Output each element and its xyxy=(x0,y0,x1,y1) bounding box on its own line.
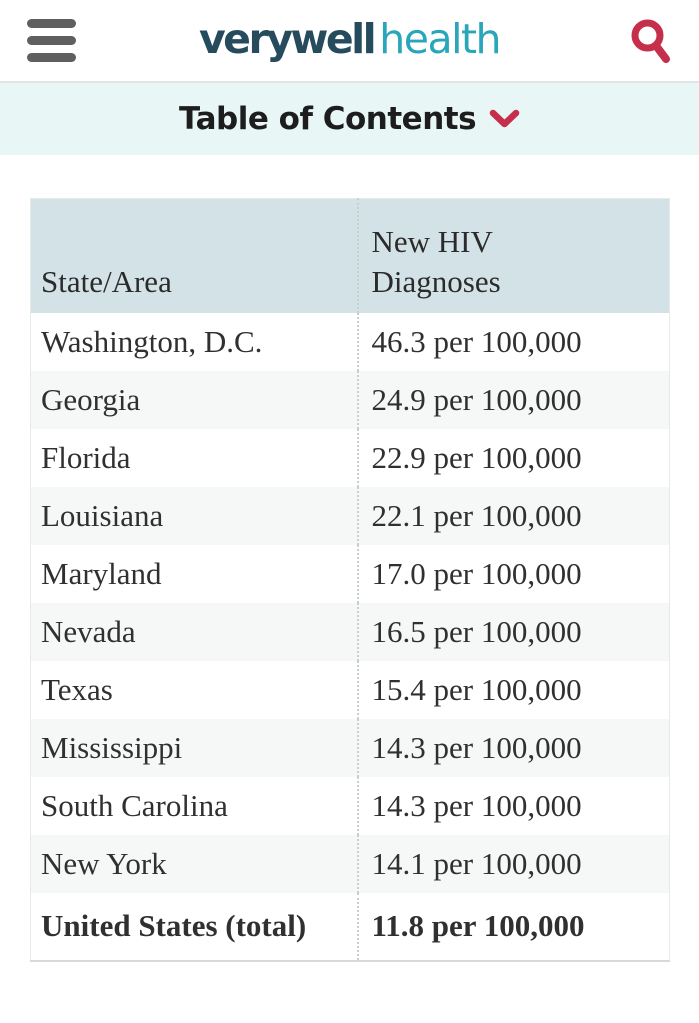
value-cell: 15.4 per 100,000 xyxy=(358,661,670,719)
table-body xyxy=(31,313,670,961)
header-row xyxy=(31,199,670,314)
table-row xyxy=(31,835,670,893)
app-header xyxy=(0,0,699,83)
column-header-state: State/Area xyxy=(31,199,358,314)
value-cell: 22.9 per 100,000 xyxy=(358,429,670,487)
table-row xyxy=(31,719,670,777)
state-cell: Louisiana xyxy=(41,498,164,533)
state-cell: Texas xyxy=(41,672,113,707)
state-cell: Mississippi xyxy=(41,730,183,765)
value-cell: 17.0 per 100,000 xyxy=(358,545,670,603)
value-cell: 16.5 per 100,000 xyxy=(358,603,670,661)
table-row xyxy=(31,893,670,961)
logo-secondary-text: health xyxy=(379,14,501,63)
state-cell: United States (total) xyxy=(41,908,307,943)
table-row xyxy=(31,313,670,371)
logo-primary-text: verywell xyxy=(198,14,375,63)
toc-label: Table of Contents xyxy=(178,101,477,137)
table-row xyxy=(31,777,670,835)
state-cell: Maryland xyxy=(41,556,162,591)
hamburger-icon xyxy=(27,19,76,62)
state-cell: South Carolina xyxy=(41,788,228,823)
site-logo[interactable] xyxy=(198,14,501,63)
table-of-contents-toggle[interactable] xyxy=(0,83,699,155)
menu-button[interactable] xyxy=(27,19,76,62)
hiv-diagnoses-table xyxy=(30,198,670,962)
value-cell: 14.3 per 100,000 xyxy=(358,719,670,777)
table-header xyxy=(31,199,670,314)
value-cell: 24.9 per 100,000 xyxy=(358,371,670,429)
value-cell: 46.3 per 100,000 xyxy=(358,313,670,371)
table-row xyxy=(31,371,670,429)
value-cell: 14.3 per 100,000 xyxy=(358,777,670,835)
column-header-diagnoses-label: New HIV Diagnoses xyxy=(371,224,501,299)
state-cell: Nevada xyxy=(41,614,136,649)
table-row xyxy=(31,661,670,719)
column-header-diagnoses xyxy=(358,199,670,314)
value-cell: 22.1 per 100,000 xyxy=(358,487,670,545)
table-row xyxy=(31,429,670,487)
value-cell: 14.1 per 100,000 xyxy=(358,835,670,893)
value-cell: 11.8 per 100,000 xyxy=(358,893,670,961)
state-cell: Florida xyxy=(41,440,131,475)
search-button[interactable] xyxy=(630,18,672,64)
state-cell: Georgia xyxy=(41,382,141,417)
state-cell: New York xyxy=(41,846,167,881)
search-icon xyxy=(630,18,672,64)
chevron-down-icon xyxy=(489,109,520,130)
state-cell: Washington, D.C. xyxy=(41,324,263,359)
table-row xyxy=(31,487,670,545)
table-row xyxy=(31,603,670,661)
table-row xyxy=(31,545,670,603)
